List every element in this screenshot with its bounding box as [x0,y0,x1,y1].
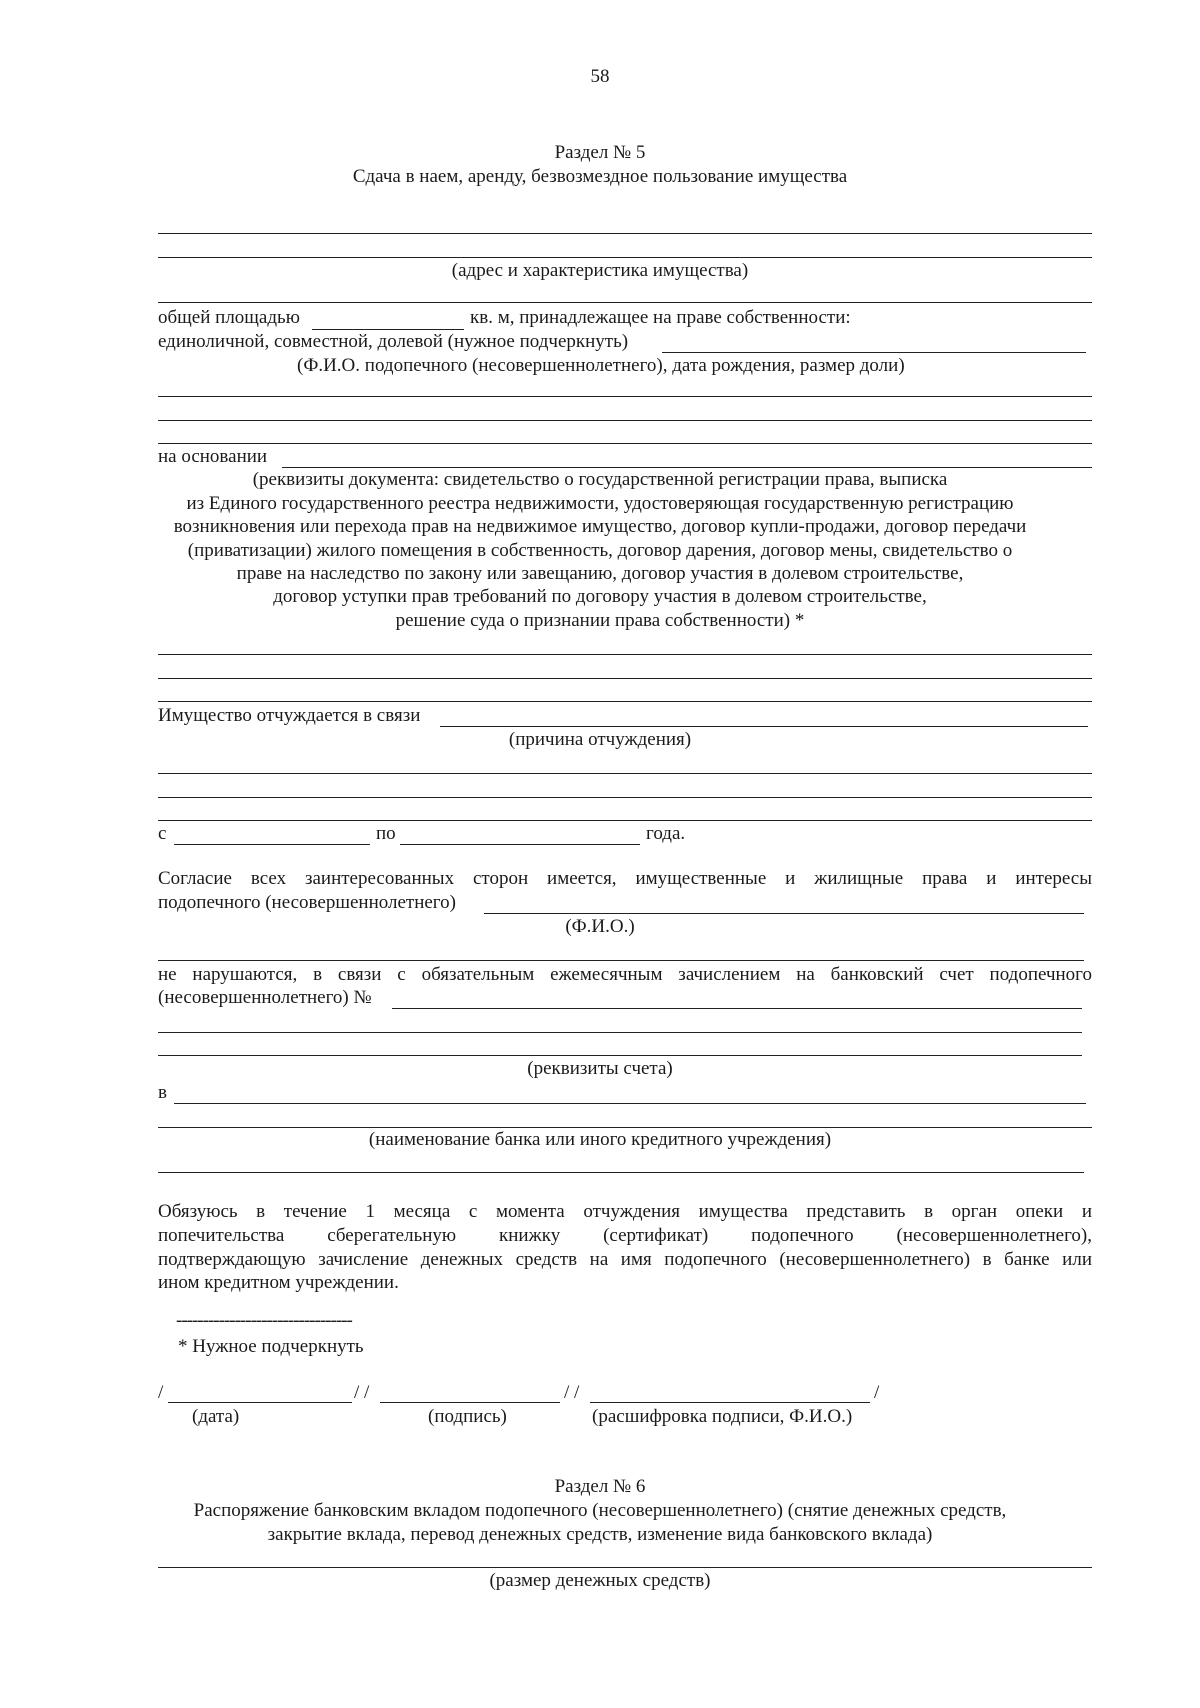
section5-title: Раздел № 5 [554,142,646,163]
account-line-2: (несовершеннолетнего) № [158,987,372,1008]
consent-line-2: подопечного (несовершеннолетнего) [158,892,456,913]
address-caption: (адрес и характеристика имущества) [451,260,749,281]
alienation-caption: (причина отчуждения) [508,729,692,750]
amount-caption: (размер денежных средств) [489,1570,711,1591]
signature-caption: (подпись) [428,1406,507,1427]
address-field-line-2[interactable] [158,257,1092,258]
decode-caption: (расшифровка подписи, Ф.И.О.) [592,1406,853,1427]
decode-field[interactable] [590,1402,870,1403]
basis-caption-line-5: праве на наследство по закону или завещанию, договор участия в долевом строительстве, [236,563,964,584]
bank-prefix: в [158,1082,167,1103]
ownership-types: единоличной, совместной, долевой (нужное подчеркнуть) [158,331,629,352]
basis-caption-line-6: договор уступки прав требований по договору участия в долевом строительстве, [273,586,927,607]
owner-field-line-2[interactable] [158,420,1092,421]
date-field[interactable] [168,1402,352,1403]
basis-label: на основании [158,446,268,467]
period-to-label: по [376,823,396,844]
signature-slash: / [158,1382,164,1403]
alienation-field-line-3[interactable] [158,820,1092,821]
basis-field-line-2[interactable] [158,678,1092,679]
obligation-line-4: ином кредитном учреждении. [158,1272,399,1293]
bank-field-line-3[interactable] [158,1172,1084,1173]
period-year-label: года. [646,823,686,844]
owner-field-line-1[interactable] [158,396,1092,397]
account-field-line-2[interactable] [158,1032,1082,1033]
basis-field-line-3[interactable] [158,701,1092,702]
section5-subtitle: Сдача в наем, аренду, безвозмездное пользование имущества [352,166,848,187]
basis-caption-line-3: возникновения или перехода прав на недвижимое имущество, договор купли-продажи, договор передачи [173,516,1027,537]
account-field-line-3[interactable] [158,1055,1082,1056]
date-caption: (дата) [192,1406,240,1427]
period-from-label: с [158,823,167,844]
fio-field-line-2[interactable] [158,960,1084,961]
fio-caption: (Ф.И.О.) [565,916,635,937]
address-field-line-1[interactable] [158,233,1092,234]
footnote-text: * Нужное подчеркнуть [178,1336,364,1357]
basis-field-line-1[interactable] [158,654,1092,655]
owner-field-line-3[interactable] [158,443,1092,444]
obligation-line-2: попечительства сберегательную книжку (сертификат) подопечного (несовершеннолетнего), [158,1225,1092,1246]
obligation-line-3: подтверждающую зачисление денежных средств на имя подопечного (несовершеннолетнего) в банке или [158,1249,1092,1270]
basis-caption-line-4: (приватизации) жилого помещения в собственность, договор дарения, договор мены, свидетельство о [187,540,1013,561]
account-number-field[interactable] [392,1008,1082,1009]
section6-subtitle-line-1: Распоряжение банковским вкладом подопечного (несовершеннолетнего) (снятие денежных средств, [193,1500,1007,1521]
alienation-field-line-2[interactable] [158,797,1092,798]
basis-caption-line-7: решение суда о признании права собственности) * [395,610,805,631]
alienation-reason-field[interactable] [440,726,1088,727]
amount-field[interactable] [158,1567,1092,1568]
period-to-field[interactable] [400,844,640,845]
area-field[interactable] [312,329,464,330]
section6-title: Раздел № 6 [554,1476,646,1497]
account-caption: (реквизиты счета) [527,1058,673,1079]
basis-caption-line-2: из Единого государственного реестра недвижимости, удостоверяющая государственную регистрацию [186,493,1014,514]
basis-caption-line-1: (реквизиты документа: свидетельство о государственной регистрации права, выписка [252,469,948,490]
section6-subtitle-line-2: закрытие вклада, перевод денежных средств, изменение вида банковского вклада) [267,1524,933,1545]
obligation-line-1: Обязуюсь в течение 1 месяца с момента отчуждения имущества представить в орган опеки и [158,1201,1092,1222]
signature-field[interactable] [380,1402,560,1403]
page-number: 58 [590,66,610,87]
alienation-field-line-1[interactable] [158,773,1092,774]
bank-caption: (наименование банка или иного кредитного учреждения) [368,1129,832,1150]
fio-field[interactable] [484,913,1084,914]
address-field-line-3[interactable] [158,302,1092,303]
owner-field[interactable] [662,352,1086,353]
consent-line-1: Согласие всех заинтересованных сторон имеется, имущественные и жилищные права и интересы [158,868,1092,889]
account-line-1: не нарушаются, в связи с обязательным ежемесячным зачислением на банковский счет подопечного [158,964,1092,985]
area-unit-text: кв. м, принадлежащее на праве собственности: [470,307,851,328]
area-label: общей площадью [158,307,300,328]
basis-field[interactable] [282,467,1092,468]
signature-slash: / / [354,1382,370,1403]
owner-caption: (Ф.И.О. подопечного (несовершеннолетнего), дата рождения, размер доли) [297,355,905,376]
signature-slash: / [874,1382,880,1403]
bank-field-line-2[interactable] [158,1127,1092,1128]
alienation-label: Имущество отчуждается в связи [158,705,421,726]
footnote-separator: --------------------------------- [176,1310,352,1331]
period-from-field[interactable] [174,844,370,845]
bank-field[interactable] [174,1103,1086,1104]
signature-slash: / / [564,1382,580,1403]
